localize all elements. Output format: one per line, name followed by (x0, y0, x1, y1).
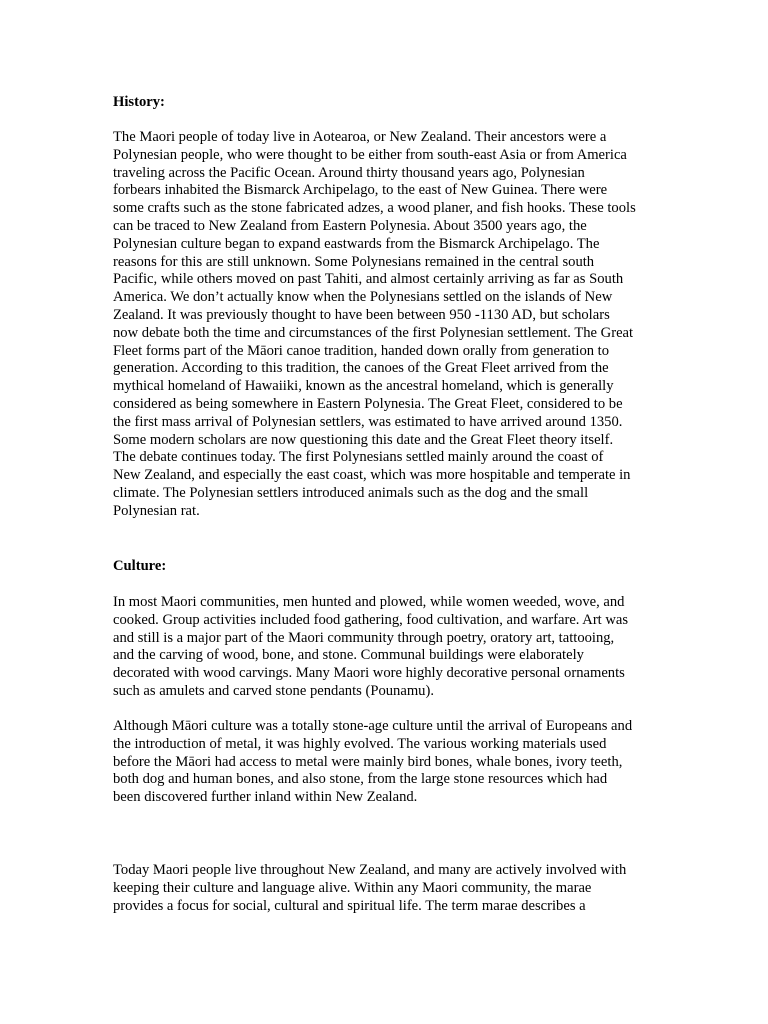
culture-line: In most Maori communities, men hunted and plowed, while women weeded, wove, and (113, 594, 625, 610)
history-line: Polynesian culture began to expand eastwards from the Bismarck Archipelago. The (113, 235, 600, 252)
history-line: Some modern scholars are now questioning this date and the Great Fleet theory itself. (113, 431, 614, 448)
history-line: considered as being somewhere in Eastern Polynesia. The Great Fleet, considered to be (113, 395, 623, 412)
culture-line: such as amulets and carved stone pendants (Pounamu). (113, 682, 434, 699)
history-line: The Maori people of today live in Aotearoa, or New Zealand. Their ancestors were a (113, 129, 607, 145)
culture-paragraph-3 (113, 862, 661, 915)
history-line: Polynesian people, who were thought to be either from south-east Asia or from America (113, 146, 627, 163)
history-line: some crafts such as the stone fabricated adzes, a wood planer, and fish hooks. These tools (113, 200, 636, 217)
culture-line: and the carving of wood, bone, and stone. Communal buildings were elaborately (113, 647, 584, 664)
history-line: Pacific, while others moved on past Tahiti, and almost certainly arriving as far as South (113, 271, 624, 288)
culture-line: Today Maori people live throughout New Zealand, and many are actively involved with (113, 862, 627, 878)
culture-line: been discovered further inland within New Zealand. (113, 789, 418, 806)
culture-line: the introduction of metal, it was highly evolved. The various working materials used (113, 735, 607, 752)
culture-line: Although Māori culture was a totally stone-age culture until the arrival of Europeans and (113, 718, 633, 734)
history-line: Zealand. It was previously thought to have been between 950 -1130 AD, but scholars (113, 306, 610, 323)
culture-line: before the Māori had access to metal were mainly bird bones, whale bones, ivory teeth, (113, 753, 623, 770)
history-line: New Zealand, and especially the east coast, which was more hospitable and temperate in (113, 467, 631, 484)
history-line: traveling across the Pacific Ocean. Around thirty thousand years ago, Polynesian (113, 164, 585, 181)
history-paragraph (113, 129, 661, 521)
history-heading: History: (113, 94, 165, 110)
history-line: Polynesian rat. (113, 502, 200, 519)
history-section (113, 94, 661, 112)
history-line: America. We don’t actually know when the Polynesians settled on the islands of New (113, 289, 613, 306)
culture-line: provides a focus for social, cultural and spiritual life. The term marae describes a (113, 897, 586, 914)
culture-line: decorated with wood carvings. Many Maori wore highly decorative personal ornaments (113, 665, 625, 682)
culture-heading: Culture: (113, 558, 167, 574)
history-line: mythical homeland of Hawaiiki, known as the ancestral homeland, which is generally (113, 378, 614, 395)
history-line: climate. The Polynesian settlers introduced animals such as the dog and the small (113, 484, 589, 501)
culture-line: and still is a major part of the Maori community through poetry, oratory art, tattooing, (113, 629, 615, 646)
history-line: generation. According to this tradition, the canoes of the Great Fleet arrived from the (113, 360, 609, 377)
culture-line: both dog and human bones, and also stone, from the large stone resources which had (113, 771, 608, 788)
history-line: can be traced to New Zealand from Eastern Polynesia. About 3500 years ago, the (113, 217, 587, 234)
culture-paragraph-1 (113, 594, 661, 701)
history-line: reasons for this are still unknown. Some Polynesians remained in the central south (113, 253, 595, 270)
history-line: forbears inhabited the Bismarck Archipelago, to the east of New Guinea. There were (113, 182, 608, 199)
history-line: Fleet forms part of the Māori canoe tradition, handed down orally from generation to (113, 342, 610, 359)
culture-paragraph-2 (113, 718, 661, 807)
history-line: now debate both the time and circumstances of the first Polynesian settlement. The Great (113, 324, 634, 341)
history-line: The debate continues today. The first Polynesians settled mainly around the coast of (113, 449, 604, 466)
culture-line: cooked. Group activities included food gathering, food cultivation, and warfare. Art was (113, 611, 629, 628)
culture-section (113, 558, 661, 576)
culture-line: keeping their culture and language alive. Within any Maori community, the marae (113, 879, 592, 896)
history-line: the first mass arrival of Polynesian settlers, was estimated to have arrived around 1350. (113, 413, 623, 430)
